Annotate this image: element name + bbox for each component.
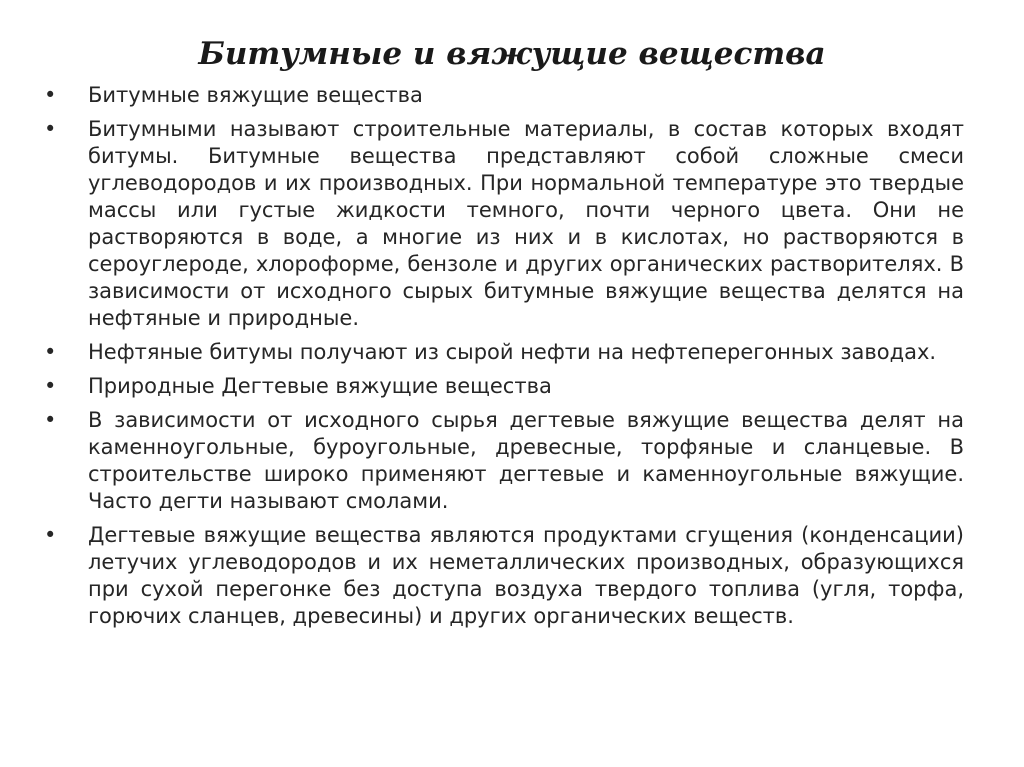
bullet-list	[44, 82, 964, 637]
bullet-icon: •	[44, 340, 57, 364]
bullet-text: Битумными называют строительные материалы, в состав которых входят битумы. Битумные вещества представляют собой сложные смеси углеводородов и их производных. При нормальной температуре это твердые массы или густые жидкости темного, почти черного цвета. Они не растворяются в воде, а многие из них и в кислотах, но растворяются в сероуглероде, хлороформе, бензоле и других органических растворителях. В зависимости от исходного сырых битумные вяжущие вещества делятся на нефтяные и природные.	[88, 117, 964, 330]
bullet-text: Нефтяные битумы получают из сырой нефти на нефтеперегонных заводах.	[88, 340, 937, 364]
bullet-icon: •	[44, 408, 57, 432]
slide-title: Битумные и вяжущие вещества	[198, 36, 826, 72]
bullet-item	[44, 407, 964, 515]
bullet-item	[44, 116, 964, 332]
bullet-item	[44, 373, 964, 400]
bullet-item	[44, 82, 964, 109]
bullet-icon: •	[44, 117, 57, 141]
bullet-item	[44, 522, 964, 630]
bullet-text: Дегтевые вяжущие вещества являются продуктами сгущения (конденсации) летучих углеводородов и их неметаллических производных, образующихся при сухой перегонке без доступа воздуха твердого топлива (угля, торфа, горючих сланцев, древесины) и других органических веществ.	[88, 523, 964, 628]
bullet-text: Битумные вяжущие вещества	[88, 83, 423, 107]
bullet-icon: •	[44, 83, 57, 107]
bullet-icon: •	[44, 374, 57, 398]
bullet-text: В зависимости от исходного сырья дегтевые вяжущие вещества делят на каменноугольные, буроугольные, древесные, торфяные и сланцевые. В строительстве широко применяют дегтевые и каменноугольные вяжущие. Часто дегти называют смолами.	[88, 408, 964, 513]
bullet-text: Природные Дегтевые вяжущие вещества	[88, 374, 552, 398]
bullet-icon: •	[44, 523, 57, 547]
bullet-item	[44, 339, 964, 366]
